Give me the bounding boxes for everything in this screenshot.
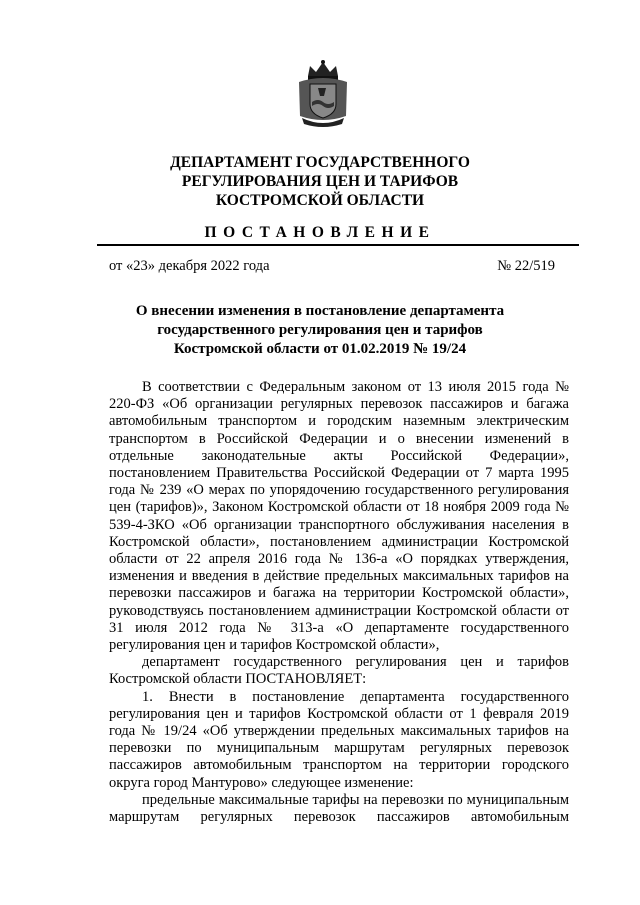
item-1-paragraph: 1. Внести в постановление департамента государственного регулирования цен и тарифов Костромской области от 1 февраля 2019 года № 19/24 «Об утверждении предельных максимальных тарифов на перевозки по муниципальным маршрутам регулярных перевозок пассажиров автомобильным транспортом на территории городского округа город Мантурово» следующее изменение: bbox=[109, 688, 569, 791]
item-1-continuation: предельные максимальные тарифы на перевозки по муниципальным маршрутам регулярных перевозок пассажиров автомобильным bbox=[109, 791, 569, 826]
document-number: № 22/519 bbox=[497, 258, 555, 274]
document-body bbox=[109, 379, 569, 826]
subject-line: Костромской области от 01.02.2019 № 19/24 bbox=[173, 341, 467, 357]
preamble-paragraph: В соответствии с Федеральным законом от 13 июля 2015 года № 220-ФЗ «Об организации регулярных перевозок пассажиров и багажа автомобильным транспортом и городским наземным электрическим транспортом в Российской Федерации и о внесении изменений в отдельные законодательные акты Российской Федерации», постановлением Правительства Российской Федерации от 7 марта 1995 года № 239 «О мерах по упорядочению государственного регулирования цен (тарифов)», Законом Костромской области от 18 ноября 2009 года № 539-4-ЗКО «Об организации транспортного обслуживания населения в Костромской области», постановлением администрации Костромской области от 22 апреля 2016 года № 136-а «О порядках утверждения, изменения и введения в действие предельных максимальных тарифов на перевозки пассажиров и багажа на территории Костромской области», руководствуясь постановлением администрации Костромской области от 31 июля 2012 года № 313-а «О департаменте государственного регулирования цен и тарифов Костромской области», bbox=[109, 379, 569, 654]
department-line: РЕГУЛИРОВАНИЯ ЦЕН И ТАРИФОВ bbox=[181, 173, 459, 190]
decree-paragraph: департамент государственного регулирования цен и тарифов Костромской области ПОСТАНОВЛЯЕТ: bbox=[109, 654, 569, 688]
title-rule bbox=[97, 244, 579, 246]
document-subject bbox=[0, 302, 640, 359]
subject-line: государственного регулирования цен и тарифов bbox=[157, 322, 483, 338]
department-line: ДЕПАРТАМЕНТ ГОСУДАРСТВЕННОГО bbox=[170, 154, 470, 171]
document-type: ПОСТАНОВЛЕНИЕ bbox=[204, 224, 436, 241]
department-line: КОСТРОМСКОЙ ОБЛАСТИ bbox=[215, 192, 425, 209]
document-date: от «23» декабря 2022 года bbox=[109, 258, 270, 274]
department-name bbox=[0, 153, 640, 210]
coat-of-arms-icon bbox=[296, 58, 350, 128]
subject-line: О внесении изменения в постановление департамента bbox=[135, 303, 505, 319]
